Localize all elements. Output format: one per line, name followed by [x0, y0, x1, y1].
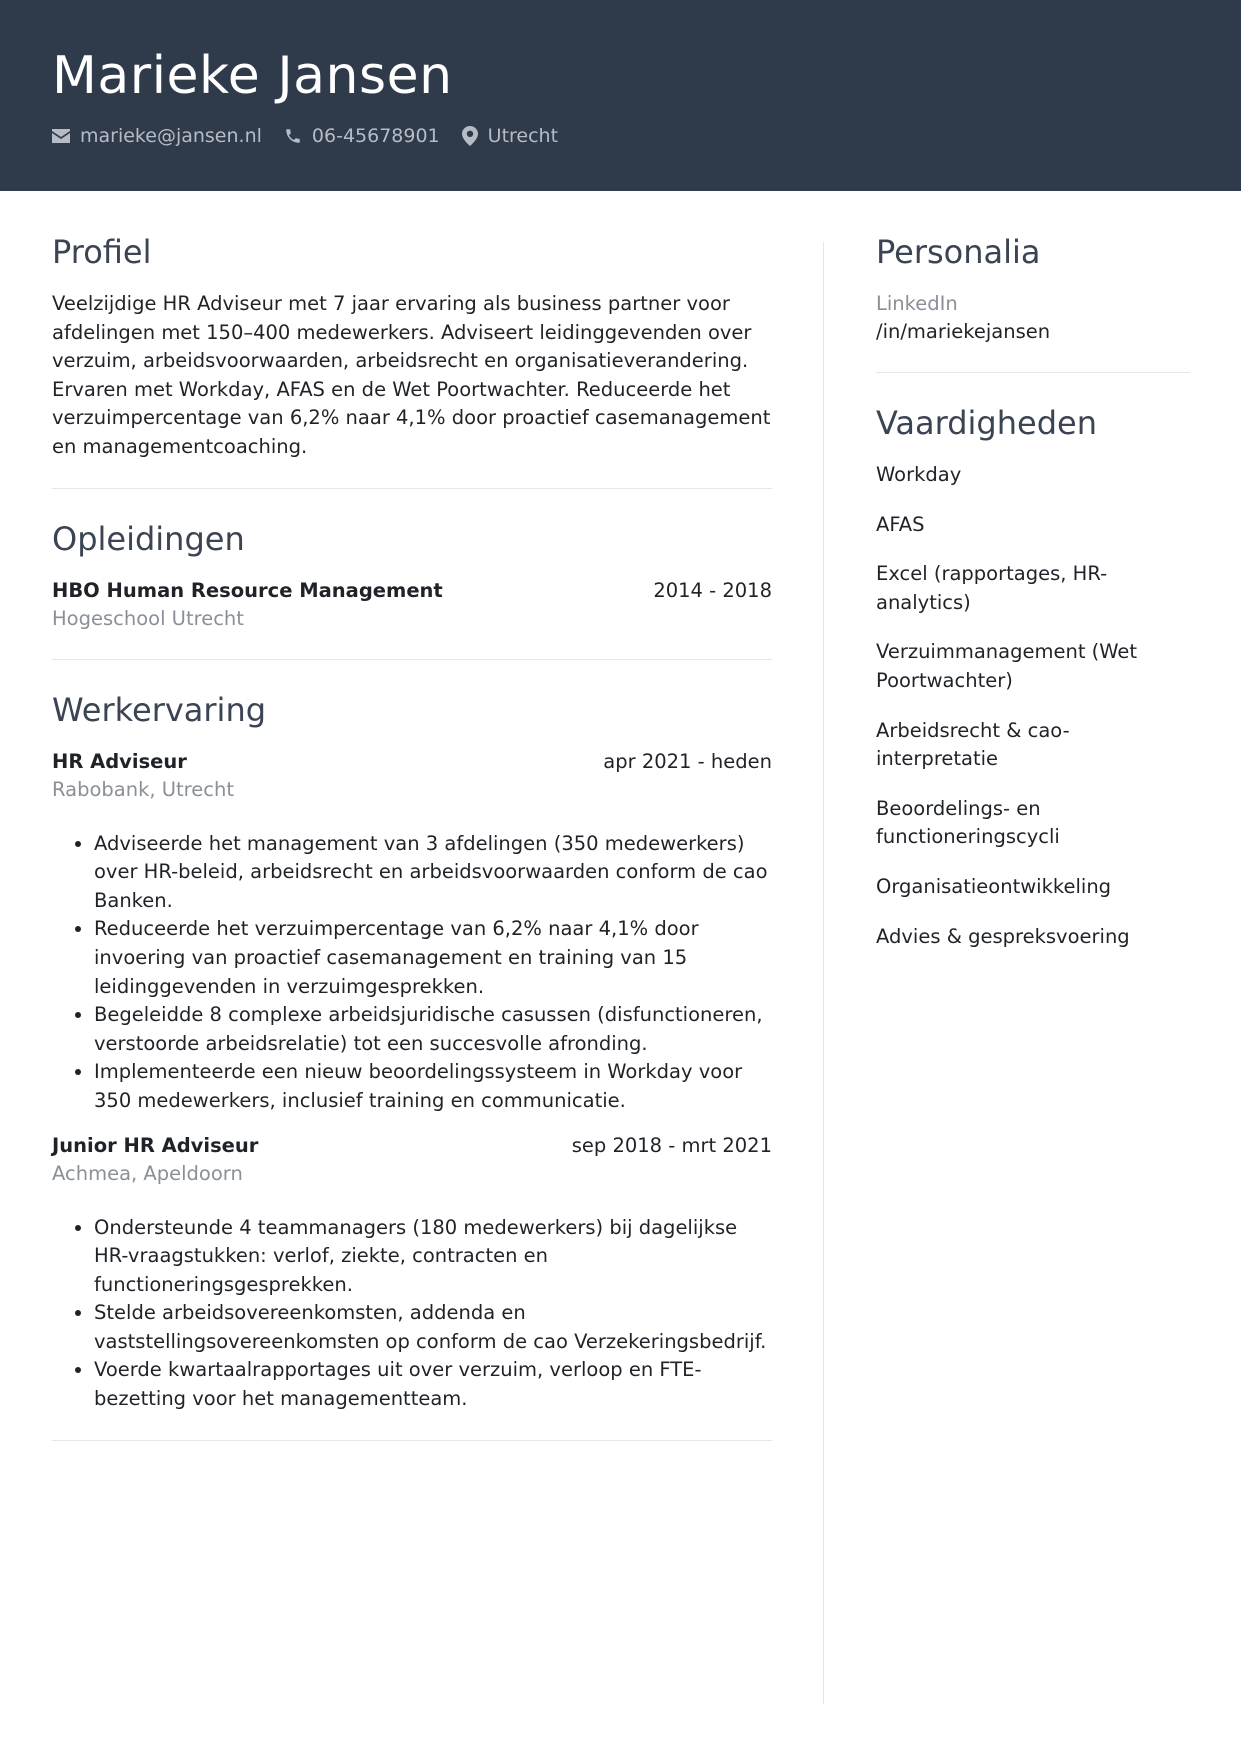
skill-item: Workday: [876, 463, 962, 486]
list-item: • Ondersteunde 4 teammanagers (180 medewerkers) bij dagelijkse HR-vraagstukken: verlof, ziekte, contracten en functioneringsgesprekken.: [94, 1214, 772, 1300]
degree-period: 2014 - 2018: [653, 578, 772, 602]
contact-location: [462, 125, 558, 147]
section-divider: [876, 372, 1190, 373]
degree-name: HBO Human Resource Management: [52, 578, 443, 602]
map-pin-icon: [462, 126, 478, 146]
contact-phone: [284, 125, 440, 147]
education-row: [52, 577, 772, 605]
job-role: Junior HR Adviseur: [52, 1133, 259, 1157]
skill-item: Organisatieontwikkeling: [876, 874, 1112, 898]
job-bullets: [52, 830, 772, 1116]
job-entry: [52, 1132, 772, 1414]
job-period: sep 2018 - mrt 2021: [571, 1133, 772, 1157]
list-item: • Implementeerde een nieuw beoordelingssysteem in Workday voor 350 medewerkers, inclusief training en communicatie.: [94, 1058, 772, 1115]
job-header: [52, 1132, 772, 1160]
job-bullets: [52, 1214, 772, 1414]
job-company: Achmea, Apeldoorn: [52, 1161, 243, 1185]
skill-item: Excel (rapportages, HR-analytics): [876, 562, 1108, 614]
job-entry: [52, 748, 772, 1116]
email-text: marieke@jansen.nl: [80, 125, 262, 147]
personal-title: Personalia: [876, 233, 1041, 271]
side-column: [876, 230, 1190, 972]
list-item: • Voerde kwartaalrapportages uit over verzuim, verloop en FTE-bezetting voor het managementteam.: [94, 1356, 772, 1413]
phone-icon: [284, 127, 302, 145]
envelope-icon: [52, 129, 70, 143]
job-role: HR Adviseur: [52, 749, 187, 773]
column-divider: [823, 242, 824, 1704]
skill-item: Advies & gespreksvoering: [876, 924, 1130, 948]
skill-item: Arbeidsrecht & cao-interpretatie: [876, 718, 1070, 771]
phone-text: 06-45678901: [311, 125, 440, 147]
skill-item: Beoordelings- en functioneringscycli: [876, 796, 1060, 849]
education-section: [52, 517, 772, 633]
main-column: [52, 230, 772, 1469]
linkedin-label: LinkedIn: [876, 292, 958, 315]
section-divider: [52, 488, 772, 489]
skills-section: [876, 401, 1190, 951]
profile-section: [52, 230, 772, 462]
experience-title: Werkervaring: [52, 690, 267, 729]
education-title: Opleidingen: [52, 519, 245, 558]
job-header: [52, 748, 772, 776]
job-period: apr 2021 - heden: [603, 749, 772, 773]
linkedin-value[interactable]: /in/mariekejansen: [876, 320, 1051, 343]
skills-title: Vaardigheden: [876, 404, 1097, 442]
list-item: • Reduceerde het verzuimpercentage van 6,2% naar 4,1% door invoering van proactief casemanagement en training van 15 leidinggevenden in verzuimgesprekken.: [94, 915, 772, 1001]
contact-email: [52, 125, 262, 147]
location-text: Utrecht: [487, 125, 559, 147]
contact-bar: [52, 122, 558, 150]
list-item: • Adviseerde het management van 3 afdelingen (350 medewerkers) over HR-beleid, arbeidsrecht en arbeidsvoorwaarden conform de cao Banken.: [94, 830, 772, 916]
profile-title: Profiel: [52, 233, 152, 271]
resume-header: [0, 0, 1241, 191]
section-divider: [52, 1440, 772, 1441]
skills-list: [876, 461, 1190, 951]
list-item: • Stelde arbeidsovereenkomsten, addenda en vaststellingsovereenkomsten op conform de cao Verzekeringsbedrijf.: [94, 1299, 772, 1356]
profile-text: Veelzijdige HR Adviseur met 7 jaar ervaring als business partner voor afdelingen met 150–400 medewerkers. Adviseert leidinggevenden over verzuim, arbeidsvoorwaarden, arbeidsrecht en organisatieverandering. Ervaren met Workday, AFAS en de Wet Poortwachter. Reduceerde het verzuimpercentage van 6,2% naar 4,1% door proactief casemanagement en managementcoaching.: [52, 292, 771, 458]
section-divider: [52, 659, 772, 660]
personal-section: [876, 230, 1190, 346]
job-company: Rabobank, Utrecht: [52, 777, 234, 801]
school-name: Hogeschool Utrecht: [52, 606, 244, 630]
experience-section: [52, 688, 772, 1414]
skill-item: AFAS: [876, 512, 925, 536]
candidate-name: Marieke Jansen: [52, 46, 453, 106]
list-item: • Begeleidde 8 complexe arbeidsjuridische casussen (disfunctioneren, verstoorde arbeidsrelatie) tot een succesvolle afronding.: [94, 1001, 772, 1058]
skill-item: Verzuimmanagement (Wet Poortwachter): [876, 640, 1138, 692]
